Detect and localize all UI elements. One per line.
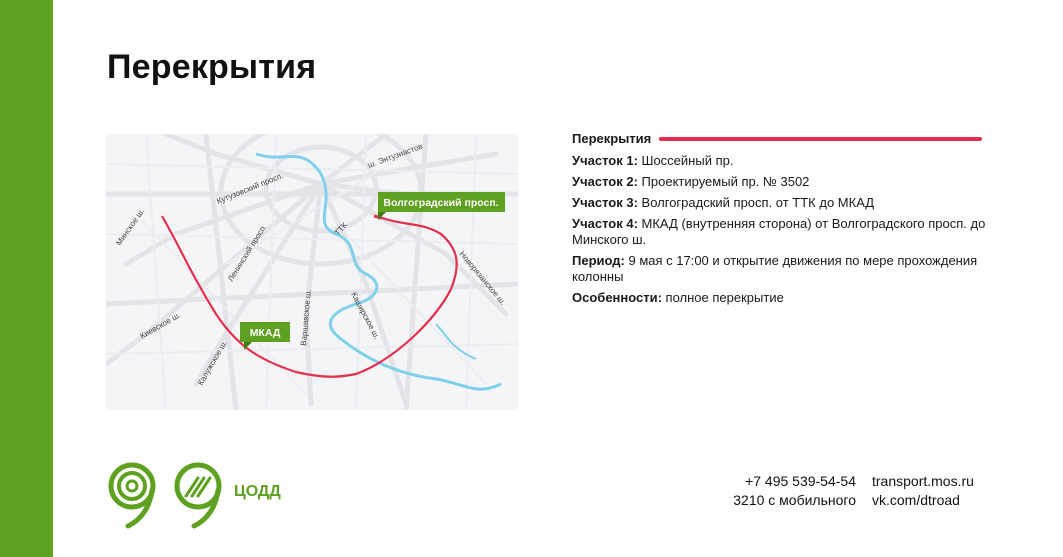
- mobile-short-number: 3210 с мобильного: [733, 492, 856, 508]
- info-row-section-3: [572, 195, 992, 211]
- vk-link[interactable]: vk.com/dtroad: [872, 492, 960, 508]
- codd-brand-text: ЦОДД: [234, 483, 281, 500]
- label-kievskoe: Киевское ш.: [138, 310, 183, 341]
- label-leninsky: Ленинский просп.: [226, 222, 269, 284]
- page-title: Перекрытия: [107, 48, 317, 86]
- row-value: Проектируемый пр. № 3502: [637, 174, 810, 189]
- row-key: Участок 1:: [572, 153, 638, 168]
- info-row-section-1: [572, 153, 992, 169]
- contacts-web: [872, 472, 974, 510]
- website-link[interactable]: transport.mos.ru: [872, 473, 974, 489]
- contacts-phone: [716, 472, 856, 510]
- row-key: Период:: [572, 253, 625, 268]
- label-kutuzovsky: Кутузовский просп.: [215, 170, 285, 206]
- info-row-features: [572, 290, 992, 306]
- map-svg: [106, 134, 518, 410]
- info-heading: Перекрытия: [572, 131, 652, 146]
- closure-map: [106, 134, 518, 410]
- moscow-transport-logo-icon: [111, 465, 153, 526]
- row-value: МКАД (внутренняя сторона) от Волгоградского просп. до Минского ш.: [572, 216, 986, 247]
- logo-svg: [106, 462, 306, 532]
- closure-info-panel: [572, 131, 992, 311]
- callout-volgograd-text: Волгоградский просп.: [383, 197, 499, 209]
- footer-logos: [106, 462, 306, 537]
- row-value: 9 мая с 17:00 и открытие движения по мере прохождения колонны: [572, 253, 978, 284]
- callout-mkad-text: МКАД: [249, 327, 281, 339]
- callout-mkad: [240, 322, 290, 350]
- label-kaluzhskoe: Калужское ш.: [195, 338, 230, 387]
- row-key: Участок 3:: [572, 195, 638, 210]
- row-value: Шоссейный пр.: [637, 153, 734, 168]
- row-value: полное перекрытие: [661, 290, 784, 305]
- label-kashirskoe: Каширское ш.: [349, 290, 382, 341]
- info-row-period: [572, 253, 992, 285]
- info-heading-row: [572, 131, 992, 147]
- label-novoryazanskoe: Новорязанское ш.: [457, 249, 508, 307]
- left-accent-bar: [0, 0, 53, 557]
- row-key: Участок 4:: [572, 216, 638, 231]
- row-value: Волгоградский просп. от ТТК до МКАД: [637, 195, 875, 210]
- river-branch: [436, 324, 476, 359]
- callout-volgograd: [378, 192, 505, 220]
- row-key: Особенности:: [572, 290, 662, 305]
- row-key: Участок 2:: [572, 174, 638, 189]
- info-row-section-4: [572, 216, 992, 248]
- phone-number[interactable]: +7 495 539-54-54: [745, 473, 856, 489]
- info-row-section-2: [572, 174, 992, 190]
- label-entuziastov: ш. Энтузиастов: [366, 141, 424, 170]
- codd-logo-icon: [177, 465, 219, 526]
- label-varshavskoe: Варшавское ш.: [299, 288, 313, 347]
- label-minsk: Минское ш.: [114, 206, 147, 248]
- label-ttk: ТТК: [332, 220, 350, 238]
- route-legend-line: [659, 137, 982, 141]
